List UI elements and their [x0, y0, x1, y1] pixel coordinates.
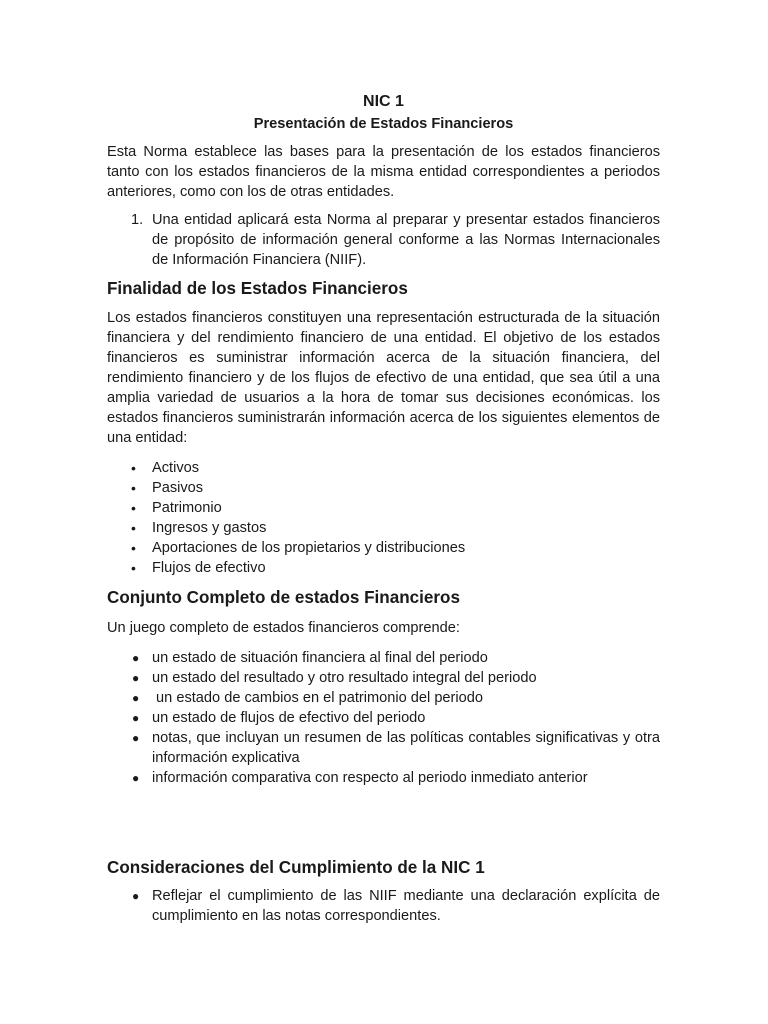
intro-paragraph: Esta Norma establece las bases para la presentación de los estados financieros tanto con los estados financieros de la misma entidad correspondientes a periodos anteriores, como con los de otras entidades.: [107, 144, 660, 200]
compliance-list: [107, 886, 660, 926]
list-item: • Activos: [131, 460, 200, 476]
conjunto-paragraph: Un juego completo de estados financieros comprende:: [107, 620, 460, 636]
statements-list: [107, 648, 660, 788]
list-item: • Pasivos: [131, 480, 204, 496]
bullet-icon: •: [131, 480, 136, 496]
list-item: ● Reflejar el cumplimiento de las NIIF mediante una declaración explícita de cumplimiento en las notas correspondientes.: [132, 888, 660, 924]
section-heading-conjunto: Conjunto Completo de estados Financieros: [107, 588, 460, 607]
list-item: ● notas, que incluyan un resumen de las políticas contables significativas y otra información explicativa: [132, 730, 660, 766]
bullet-icon: •: [131, 520, 136, 536]
bullet-icon: •: [131, 500, 136, 516]
list-item: ● un estado de cambios en el patrimonio del periodo: [132, 690, 484, 706]
elements-list: [107, 458, 660, 578]
bullet-icon: ●: [132, 671, 140, 685]
section-heading-finalidad: Finalidad de los Estados Financieros: [107, 279, 408, 298]
list-item: • Ingresos y gastos: [131, 520, 267, 536]
bullet-icon: ●: [132, 889, 140, 903]
list-item: ● un estado de situación financiera al final del periodo: [132, 650, 488, 666]
list-item: • Aportaciones de los propietarios y distribuciones: [131, 540, 466, 556]
document-subtitle: Presentación de Estados Financieros: [253, 116, 514, 132]
section-heading-consideraciones: Consideraciones del Cumplimiento de la NIC 1: [107, 858, 485, 877]
bullet-icon: ●: [132, 771, 140, 785]
list-item: • Flujos de efectivo: [131, 560, 266, 576]
bullet-icon: •: [131, 460, 136, 476]
bullet-icon: ●: [132, 651, 140, 665]
finalidad-paragraph: Los estados financieros constituyen una representación estructurada de la situación financiera y del rendimiento financiero de una entidad. El objetivo de los estados financieros es suministrar información acerca de la situación financiera, del rendimiento financiero y de los flujos de efectivo de una entidad, que sea útil a una amplia variedad de usuarios a la hora de tomar sus decisiones económicas. los estados financieros suministrarán información acerca de los siguientes elementos de una entidad:: [107, 310, 660, 446]
list-item: ● un estado de flujos de efectivo del periodo: [132, 710, 426, 726]
bullet-icon: •: [131, 540, 136, 556]
document-page: [107, 92, 660, 926]
list-item: ● información comparativa con respecto al periodo inmediato anterior: [132, 770, 588, 786]
numbered-item-text: Una entidad aplicará esta Norma al preparar y presentar estados financieros de propósito de información general conforme a las Normas Internacionales de Información Financiera (NIIF).: [152, 212, 660, 268]
bullet-icon: ●: [132, 691, 140, 705]
document-title: NIC 1: [363, 93, 404, 110]
list-number: 1.: [131, 212, 144, 228]
numbered-item: [107, 210, 660, 270]
numbered-list: [107, 210, 660, 270]
bullet-icon: ●: [132, 731, 140, 745]
bullet-icon: •: [131, 560, 136, 576]
list-item: ● un estado del resultado y otro resultado integral del periodo: [132, 670, 537, 686]
list-item: • Patrimonio: [131, 500, 222, 516]
bullet-icon: ●: [132, 711, 140, 725]
